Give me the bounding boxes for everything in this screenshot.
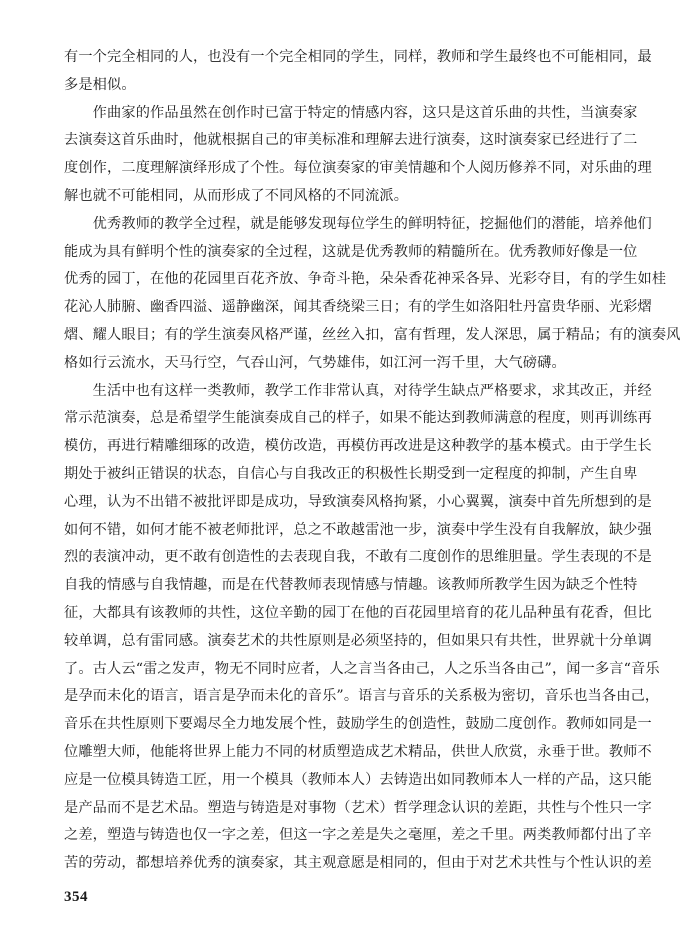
text-line: 去演奏这首乐曲时，他就根据自己的审美标准和理解去进行演奏，这时演奏家已经进行了二 bbox=[64, 132, 638, 149]
text-line: 自我的情感与自我情趣，而是在代替教师表现情感与情趣。该教师所教学生因为缺乏个性特 bbox=[64, 577, 638, 594]
text-line: 是产品而不是艺术品。塑造与铸造是对事物（艺术）哲学理念认识的差距，共性与个性只一字 bbox=[64, 799, 652, 816]
text-line: 模仿，再进行精雕细琢的改造，模仿改造，再模仿再改进是这种教学的基本模式。由于学生长 bbox=[64, 438, 652, 455]
text-line: 优秀的园丁，在他的花园里百花齐放、争奇斗艳，朵朵香花神采各异、光彩夺目，有的学生如桂 bbox=[64, 271, 667, 288]
text-line: 之差，塑造与铸造也仅一字之差，但这一字之差是失之毫厘，差之千里。两类教师都付出了辛 bbox=[64, 827, 652, 844]
page-number: 354 bbox=[64, 889, 88, 905]
text-line: 应是一位模具铸造工匠，用一个模具（教师本人）去铸造出如同教师本人一样的产品，这只能 bbox=[64, 771, 652, 788]
text-line: 常示范演奏，总是希望学生能演奏成自己的样子，如果不能达到教师满意的程度，则再训练再 bbox=[64, 410, 652, 427]
text-line: 是孕而未化的语言，语言是孕而未化的音乐”。语言与音乐的关系极为密切，音乐也当各由己， bbox=[64, 688, 660, 705]
text-line: 音乐在共性原则下要竭尽全力地发展个性，鼓励学生的创造性，鼓励二度创作。教师如同是一 bbox=[64, 716, 652, 733]
text-line: 了。古人云“雷之发声，物无不同时应者，人之言当各由己，人之乐当各由己”，闻一多言“音乐 bbox=[64, 660, 660, 677]
text-line: 烈的表演冲动，更不敢有创造性的去表现自我，不敢有二度创作的思维胆量。学生表现的不是 bbox=[64, 549, 652, 566]
text-line: 较单调，总有雷同感。演奏艺术的共性原则是必须坚持的，但如果只有共性，世界就十分单调 bbox=[64, 632, 652, 649]
text-line: 度创作，二度理解演绎形成了个性。每位演奏家的审美情趣和个人阅历修养不同，对乐曲的理 bbox=[64, 160, 652, 177]
text-line: 作曲家的作品虽然在创作时已富于特定的情感内容，这只是这首乐曲的共性，当演奏家 bbox=[64, 104, 638, 121]
page-body bbox=[64, 44, 681, 878]
text-line: 熠、耀人眼目；有的学生演奏风格严谨，丝丝入扣，富有哲理，发人深思，属于精品；有的演奏风 bbox=[64, 326, 681, 343]
paragraph-2 bbox=[64, 100, 660, 211]
text-line: 格如行云流水，天马行空，气吞山河，气势雄伟，如江河一泻千里，大气磅礴。 bbox=[64, 354, 566, 371]
text-line: 期处于被纠正错误的状态，自信心与自我改正的积极性长期受到一定程度的抑制，产生自卑 bbox=[64, 465, 638, 482]
text-line: 苦的劳动，都想培养优秀的演奏家，其主观意愿是相同的，但由于对艺术共性与个性认识的差 bbox=[64, 855, 652, 872]
text-line: 优秀教师的教学全过程，就是能够发现每位学生的鲜明特征，挖掘他们的潜能，培养他们 bbox=[64, 215, 652, 232]
text-line: 能成为具有鲜明个性的演奏家的全过程，这就是优秀教师的精髓所在。优秀教师好像是一位 bbox=[64, 243, 638, 260]
paragraph-4 bbox=[64, 378, 660, 878]
text-line: 如何不错，如何才能不被老师批评，总之不敢越雷池一步，演奏中学生没有自我解放，缺少强 bbox=[64, 521, 652, 538]
text-line: 花沁人肺腑、幽香四溢、遥静幽深，闻其香绕梁三日；有的学生如洛阳牡丹富贵华丽、光彩熠 bbox=[64, 299, 652, 316]
paragraph-3 bbox=[64, 211, 681, 378]
text-line: 有一个完全相同的人，也没有一个完全相同的学生，同样，教师和学生最终也不可能相同，最 bbox=[64, 49, 652, 65]
text-line: 解也就不可能相同，从而形成了不同风格的不同流派。 bbox=[64, 187, 409, 204]
text-line: 心理，认为不出错不被批评即是成功，导致演奏风格拘紧，小心翼翼，演奏中首先所想到的是 bbox=[64, 493, 652, 510]
text-line: 位雕塑大师，他能将世界上能力不同的材质塑造成艺术精品，供世人欣赏，永垂于世。教师不 bbox=[64, 743, 652, 760]
paragraph-1 bbox=[64, 44, 660, 100]
text-line: 生活中也有这样一类教师，教学工作非常认真，对待学生缺点严格要求，求其改正，并经 bbox=[64, 382, 652, 399]
text-line: 多是相似。 bbox=[64, 76, 136, 93]
text-line: 征，大都具有该教师的共性，这位辛勤的园丁在他的百花园里培育的花儿品种虽有花香，但比 bbox=[64, 604, 652, 621]
